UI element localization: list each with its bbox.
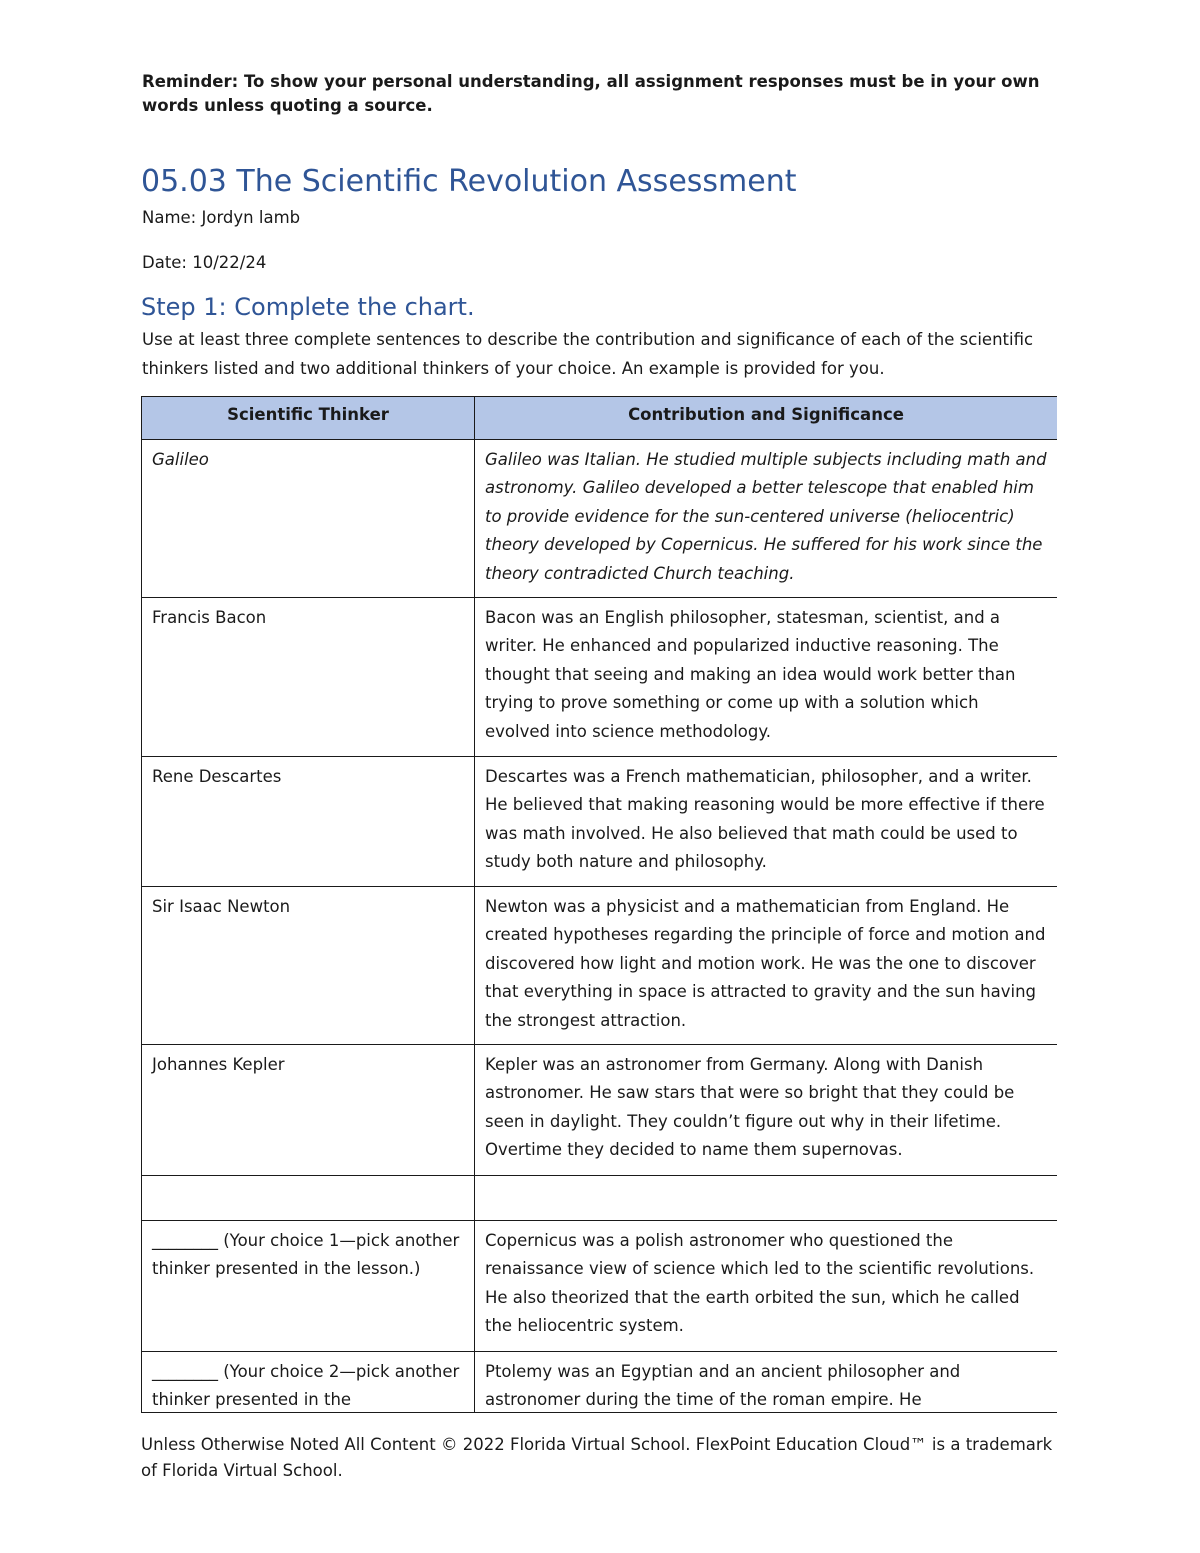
contribution-cell — [475, 1176, 1058, 1221]
contribution-cell: Copernicus was a polish astronomer who questioned the renaissance view of science which led to the scientific revolutions. He also theorized that the earth orbited the sun, which he called the heliocentric system. — [475, 1221, 1058, 1352]
thinkers-table-container — [141, 396, 1057, 1413]
thinker-cell: Sir Isaac Newton — [142, 887, 475, 1045]
step1-instructions: Use at least three complete sentences to describe the contribution and significance of each of the scientific thinkers listed and two additional thinkers of your choice. An example is provided for you. — [142, 330, 1034, 378]
table-row — [142, 887, 1058, 1045]
table-row — [142, 757, 1058, 887]
reminder-note — [142, 70, 1062, 118]
thinker-cell: Francis Bacon — [142, 598, 475, 757]
copyright-footer: Unless Otherwise Noted All Content © 2022 Florida Virtual School. FlexPoint Education Cloud™ is a trademark of Florida Virtual School. — [141, 1435, 1053, 1480]
thinker-cell: Galileo — [142, 440, 475, 598]
submission-date: Date: 10/22/24 — [142, 253, 267, 272]
header-contribution: Contribution and Significance — [475, 397, 1058, 440]
assessment-title: 05.03 The Scientific Revolution Assessment — [141, 164, 797, 199]
reminder-text: To show your personal understanding, all assignment responses must be in your own words unless quoting a source. — [142, 72, 1040, 115]
header-thinker: Scientific Thinker — [142, 397, 475, 440]
contribution-cell: Bacon was an English philosopher, statesman, scientist, and a writer. He enhanced and popularized inductive reasoning. The thought that seeing and making an idea would work better than trying to prove something or come up with a solution which evolved into science methodology. — [475, 598, 1058, 757]
reminder-label: Reminder: — [142, 72, 239, 91]
step1-heading: Step 1: Complete the chart. — [141, 293, 475, 321]
thinker-cell: Johannes Kepler — [142, 1045, 475, 1176]
table-row — [142, 1352, 1058, 1414]
table-row — [142, 440, 1058, 598]
table-row — [142, 1176, 1058, 1221]
contribution-cell: Descartes was a French mathematician, philosopher, and a writer. He believed that making reasoning would be more effective if there was math involved. He also believed that math could be used to study both nature and philosophy. — [475, 757, 1058, 887]
contribution-cell: Newton was a physicist and a mathematician from England. He created hypotheses regarding the principle of force and motion and discovered how light and motion work. He was the one to discover that everything in space is attracted to gravity and the sun having the strongest attraction. — [475, 887, 1058, 1045]
thinker-cell — [142, 1176, 475, 1221]
thinker-cell: Rene Descartes — [142, 757, 475, 887]
thinker-cell: ________ (Your choice 2—pick another thinker presented in the — [142, 1352, 475, 1414]
contribution-cell: Kepler was an astronomer from Germany. Along with Danish astronomer. He saw stars that were so bright that they could be seen in daylight. They couldn’t figure out why in their lifetime. Overtime they decided to name them supernovas. — [475, 1045, 1058, 1176]
contribution-cell: Ptolemy was an Egyptian and an ancient philosopher and astronomer during the time of the roman empire. He — [475, 1352, 1058, 1414]
table-row — [142, 1045, 1058, 1176]
thinkers-table — [141, 396, 1057, 1413]
table-header-row — [142, 397, 1058, 440]
contribution-cell: Galileo was Italian. He studied multiple subjects including math and astronomy. Galileo developed a better telescope that enabled him to provide evidence for the sun-centered universe (heliocentric) theory developed by Copernicus. He suffered for his work since the theory contradicted Church teaching. — [475, 440, 1058, 598]
student-name: Name: Jordyn lamb — [142, 208, 301, 227]
table-row — [142, 1221, 1058, 1352]
table-row — [142, 598, 1058, 757]
thinker-cell: ________ (Your choice 1—pick another thinker presented in the lesson.) — [142, 1221, 475, 1352]
